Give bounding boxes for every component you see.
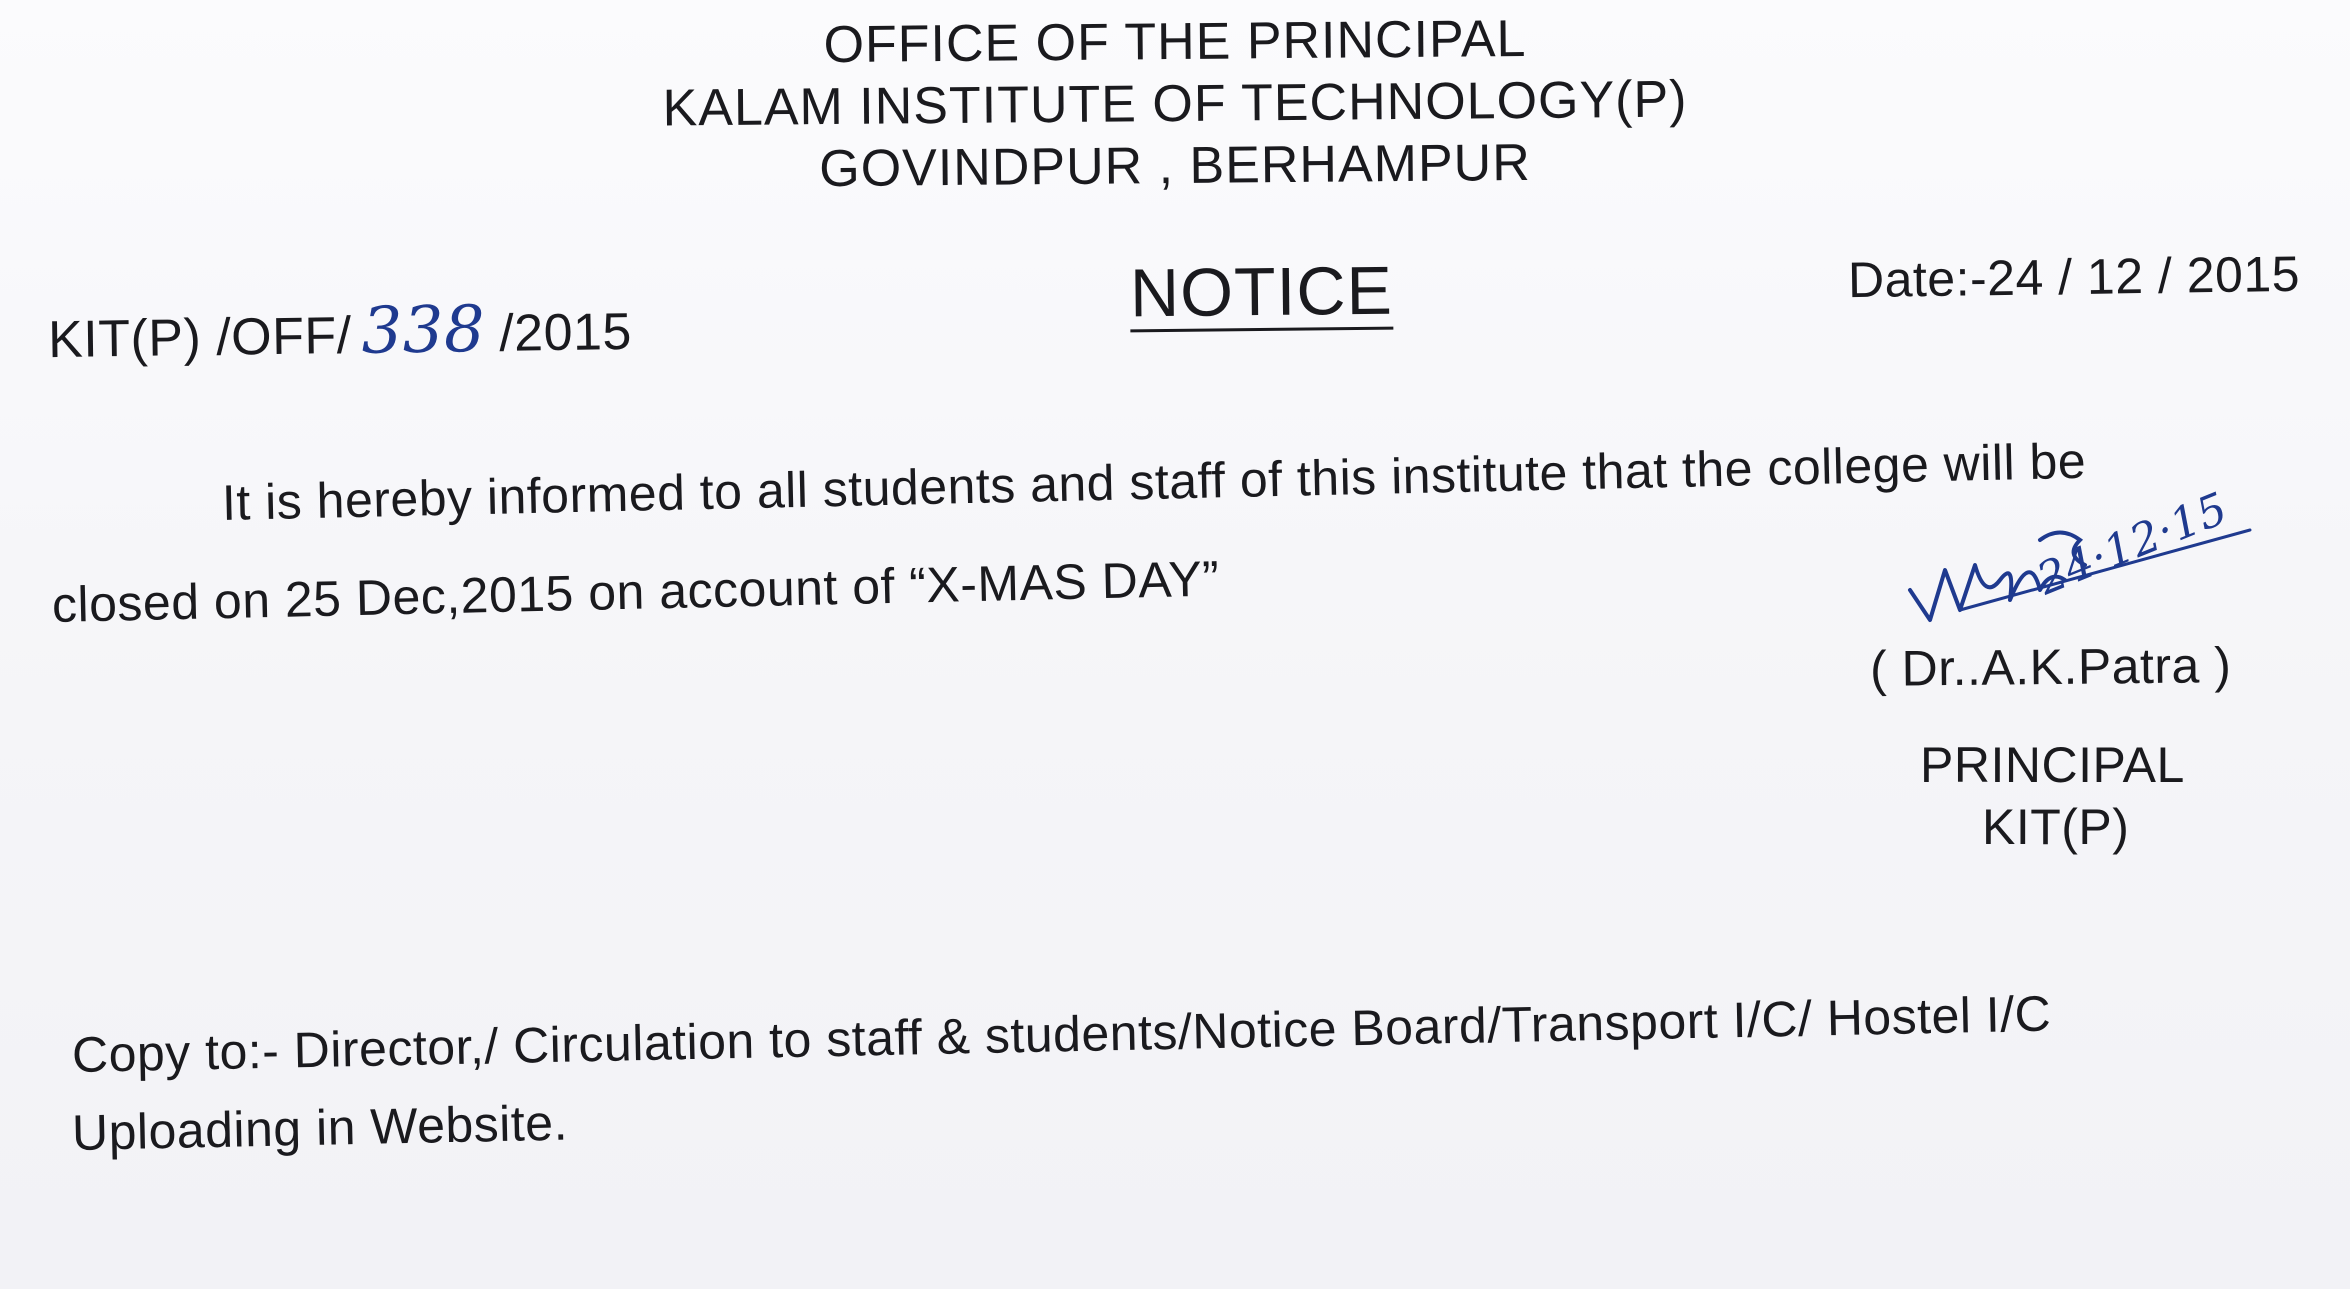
notice-title: NOTICE: [1129, 252, 1394, 332]
notice-date: Date:-24 / 12 / 2015: [1847, 245, 2301, 309]
reference-suffix: /2015: [498, 302, 633, 363]
reference-number: [47, 292, 633, 370]
signatory-name: ( Dr..A.K.Patra ): [1869, 637, 2232, 697]
header-office-line: OFFICE OF THE PRINCIPAL: [823, 9, 1527, 75]
signature-date-handwritten: 24·12·15: [2030, 482, 2235, 606]
reference-prefix: KIT(P) /OFF/: [47, 306, 352, 370]
header-location-line: GOVINDPUR , BERHAMPUR: [818, 133, 1532, 199]
signatory-designation: PRINCIPAL: [1920, 737, 2185, 793]
body-line-1: It is hereby informed to all students and staff of this institute that the college will be: [221, 432, 2087, 531]
copy-to-line-2: Uploading in Website.: [71, 1094, 569, 1161]
signatory-institute: KIT(P): [1982, 799, 2130, 855]
reference-handwritten-number: 338: [361, 292, 486, 369]
body-line-2: closed on 25 Dec,2015 on account of “X-MAS DAY”: [51, 550, 1220, 633]
copy-to-line-1: Copy to:- Director,/ Circulation to staff & students/Notice Board/Transport I/C/ Hostel I/C: [71, 985, 2052, 1083]
header-institute-line: KALAM INSTITUTE OF TECHNOLOGY(P): [662, 70, 1688, 138]
